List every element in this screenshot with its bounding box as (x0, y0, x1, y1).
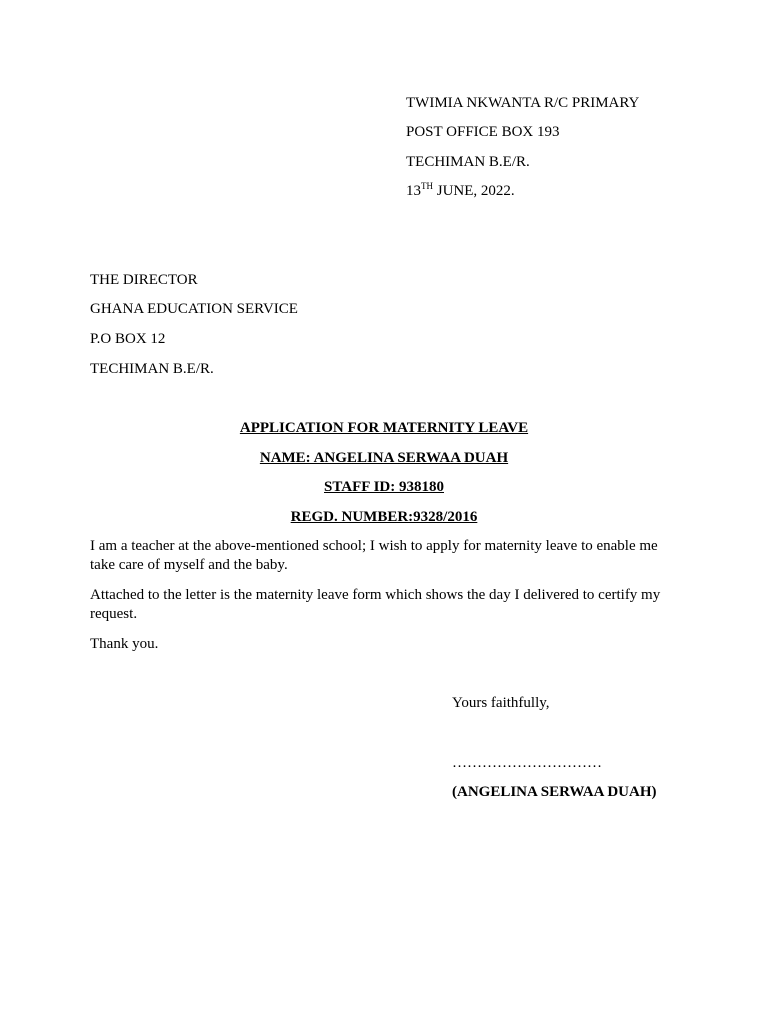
body-paragraph-1: I am a teacher at the above-mentioned school; I wish to apply for maternity leave to enable me take care of myself and the baby. (90, 538, 658, 573)
signature-line: ………………………… (452, 755, 602, 771)
body-thanks: Thank you. (90, 636, 159, 652)
sender-po-box: POST OFFICE BOX 193 (406, 124, 560, 140)
recipient-title: THE DIRECTOR (90, 272, 198, 288)
recipient-town: TECHIMAN B.E/R. (90, 361, 214, 377)
date-rest: JUNE, 2022. (433, 183, 515, 199)
staff-id-heading: STAFF ID: 938180 (324, 479, 444, 495)
signatory-name: (ANGELINA SERWAA DUAH) (452, 784, 657, 800)
sender-town: TECHIMAN B.E/R. (406, 154, 530, 170)
letter-date (406, 182, 515, 200)
regd-number-heading: REGD. NUMBER:9328/2016 (290, 509, 478, 525)
name-heading: NAME: ANGELINA SERWAA DUAH (259, 450, 509, 466)
date-suffix: TH (421, 181, 433, 191)
sender-school: TWIMIA NKWANTA R/C PRIMARY (406, 95, 640, 111)
recipient-po-box: P.O BOX 12 (90, 331, 166, 347)
body-paragraph-2: Attached to the letter is the maternity leave form which shows the day I delivered to certify my request. (90, 587, 661, 622)
valediction: Yours faithfully, (452, 695, 550, 711)
recipient-organization: GHANA EDUCATION SERVICE (90, 301, 298, 317)
date-day: 13 (406, 183, 421, 199)
subject-heading: APPLICATION FOR MATERNITY LEAVE (239, 420, 529, 436)
